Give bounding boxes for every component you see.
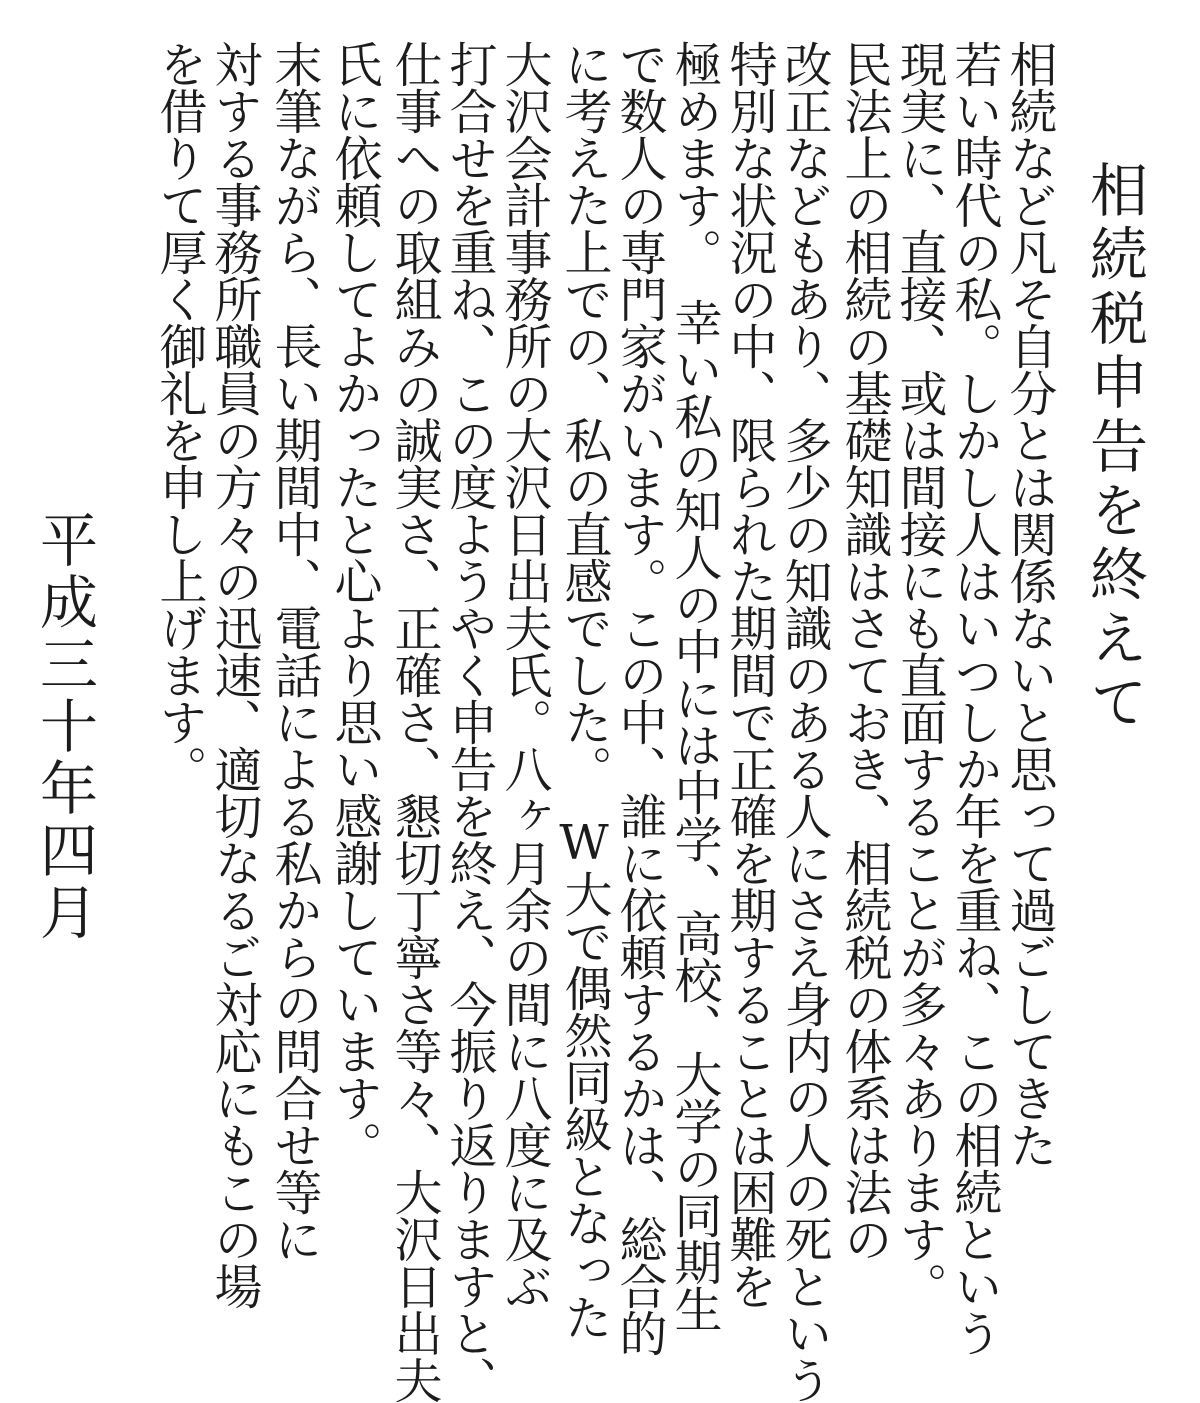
letter-line-11: 打合せを重ね、この度ようやく申告を終え、今振り返りますと、 [441, 40, 497, 1403]
letter-line-6: 特別な状況の中、限られた期間で正確を期することは困難を [721, 40, 777, 1309]
letter-line-9: に考えた上での、私の直感でした。 W大で偶然同級となった [556, 40, 612, 1340]
letter-line-3: 現実に、直接、或は間接にも直面することが多々あります。 [891, 40, 947, 1309]
letter-line-13: 氏に依頼してよかったと心より思い感謝しています。 [326, 40, 382, 1168]
letter-line-14: 末筆ながら、長い期間中、電話による私からの問合せ等に [266, 40, 322, 1262]
letter-line-2: 若い時代の私。しかし人はいつしか年を重ね、この相続という [946, 40, 1002, 1356]
letter-line-5: 改正などもあり、多少の知識のある人にさえ身内の人の死という [776, 40, 832, 1403]
letter-line-16: を借りて厚く御礼を申し上げます。 [151, 40, 207, 792]
letter-line-1: 相続など凡そ自分とは関係ないと思って過ごしてきた [1001, 40, 1057, 1168]
letter-line-7: 極めます。 幸い私の知人の中には中学、高校、大学の同期生 [666, 40, 722, 1332]
letter-line-10: 大沢会計事務所の大沢日出夫氏。八ヶ月余の間に八度に及ぶ [496, 40, 552, 1309]
letter-line-12: 仕事への取組みの誠実さ、正確さ、懇切丁寧さ等々、大沢日出夫 [386, 40, 442, 1403]
letter-line-4: 民法上の相続の基礎知識はさておき、相続税の体系は法の [836, 40, 892, 1262]
letter-date: 平成三十年四月 [30, 510, 98, 944]
letter-line-8: で数人の専門家がいます。この中、誰に依頼するかは、総合的 [611, 40, 667, 1356]
letter-line-15: 対する事務所職員の方々の迅速、適切なるご対応にもこの場 [206, 40, 262, 1309]
letter-title: 相続税申告を終えて [1080, 160, 1148, 736]
